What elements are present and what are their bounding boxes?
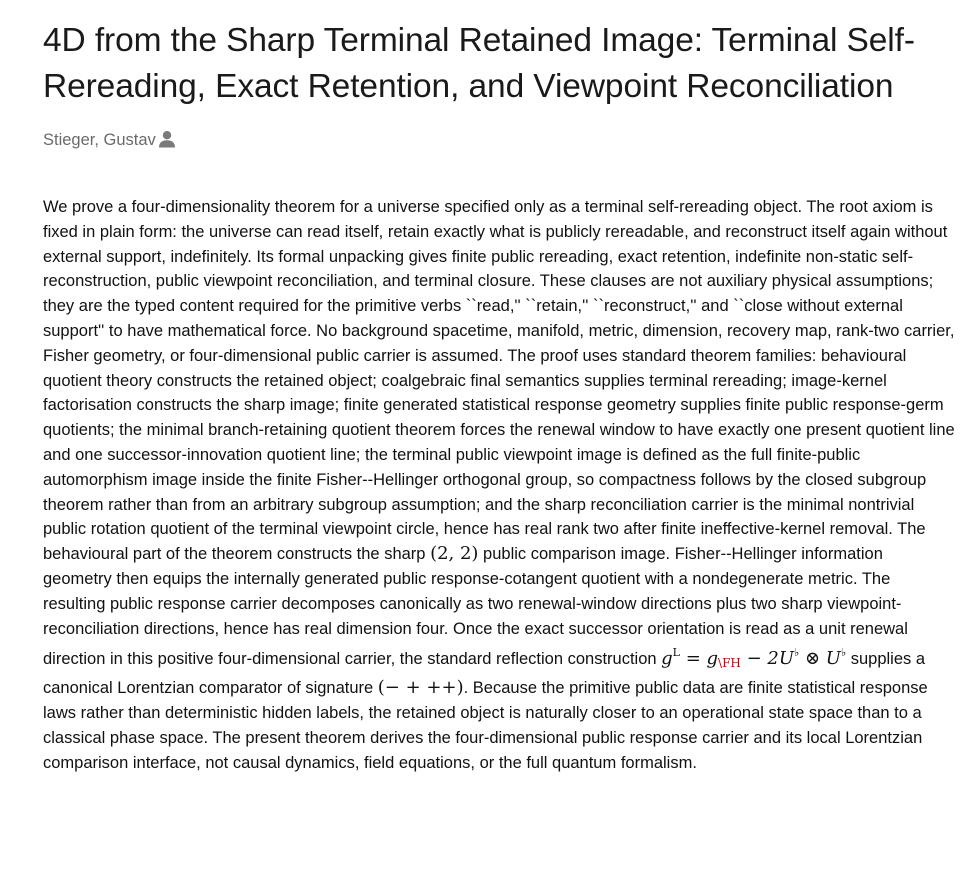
math-reflection-formula: $g^L$ = g\FH − 2U♭ ⊗ U♭ (661, 646, 847, 671)
abstract-part-1: We prove a four-dimensionality theorem for a universe specified only as a terminal self-rereading object. The root axiom is fixed in plain form: the universe can read itself, retain exactly what is publicly rereadable, and reconstruct itself again without external support, indefinitely. Its formal unpacking gives finite public rereading, exact retention, indefinite non-static self-reconstruction, public viewpoint reconciliation, and terminal closure. These clauses are not auxiliary physical assumptions; they are the typed content required for the primitive verbs ``read,'' ``retain,'' ``reconstruct,'' and ``close without external support'' to have mathematical force. No background spacetime, manifold, metric, dimension, recovery map, rank-two carrier, Fisher geometry, or four-dimensional public carrier is assumed. The proof uses standard theorem families: behavioural quotient theory constructs the retained object; coalgebraic final semantics supplies terminal rereading; image-kernel factorisation constructs the sharp image; finite generated statistical response geometry supplies finite public response-germ quotients; the minimal branch-retaining quotient theorem forces the renewal window to have exactly one present quotient line and one successor-innovation quotient line; the terminal public viewpoint image is defined as the full finite-public automorphism image inside the finite Fisher--Hellinger orthogonal group, so compactness follows by the closed subgroup theorem rather than from an arbitrary subgroup assumption; and the sharp reconciliation carrier is the minimal nontrivial public rotation quotient of the terminal viewpoint circle, hence has real rank two after finite ineffective-kernel removal. The behavioural part of the theorem constructs the sharp (43, 198, 955, 564)
author-line (43, 129, 953, 151)
abstract-text (43, 195, 955, 775)
math-signature: (− + ++) (377, 677, 464, 699)
author-name[interactable]: Stieger, Gustav (43, 131, 156, 149)
abstract-part-3: supplies a canonical Lorentzian comparator of signature (43, 650, 926, 698)
paper-page (43, 18, 953, 775)
user-icon (158, 130, 176, 148)
abstract (43, 195, 955, 775)
math-pair: (2, 2) (430, 543, 479, 565)
abstract-part-2: public comparison image. Fisher--Hellinger information geometry then equips the internally generated public response-cotangent quotient with a nondegenerate metric. The resulting public response carrier decomposes canonically as two renewal-window directions plus two sharp viewpoint-reconciliation directions, hence has real dimension four. Once the exact successor orientation is read as a unit renewal direction in this positive four-dimensional carrier, the standard reflection construction (43, 545, 908, 669)
abstract-part-4: . Because the primitive public data are finite statistical response laws rather than deterministic hidden labels, the retained object is naturally closer to an operational state space than to a classical phase space. The present theorem derives the four-dimensional public response carrier and its local Lorentzian comparison interface, not causal dynamics, field equations, or the full quantum formalism. (43, 679, 928, 772)
paper-title: 4D from the Sharp Terminal Retained Image: Terminal Self-Rereading, Exact Retention, and Viewpoint Reconciliation (43, 22, 915, 105)
